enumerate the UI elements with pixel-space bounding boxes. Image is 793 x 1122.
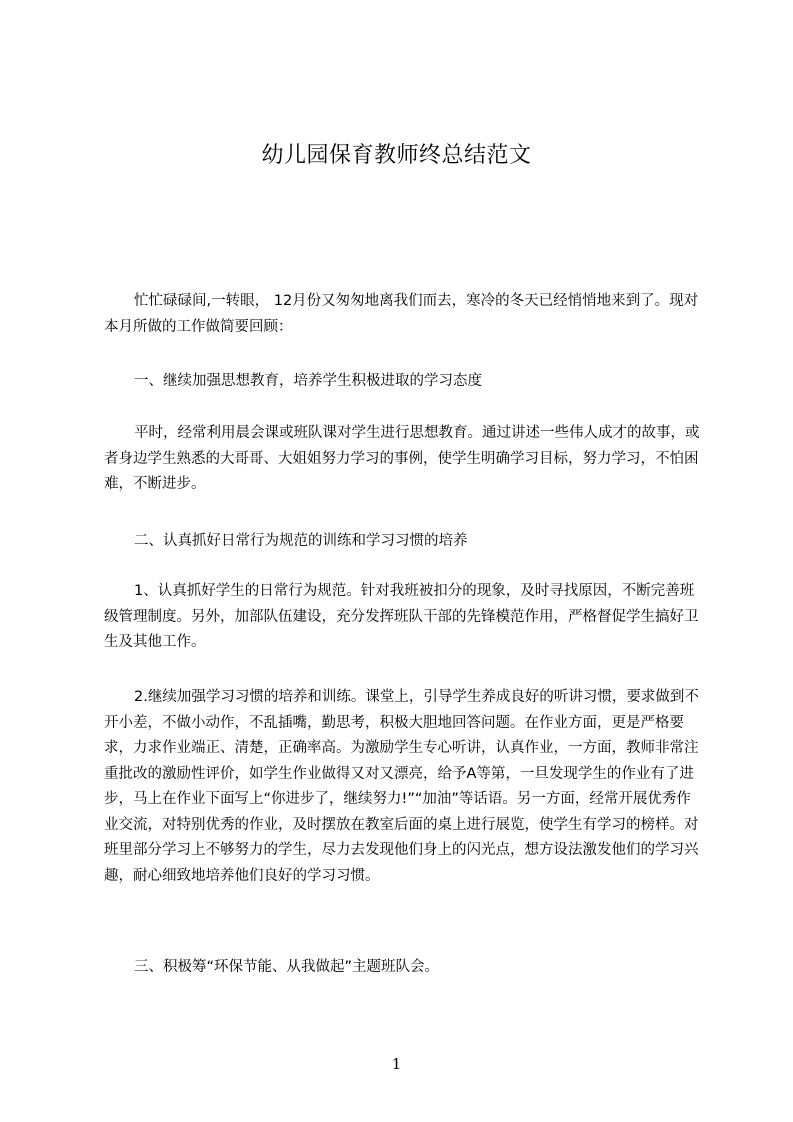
document-title: 幼儿园保育教师终总结范文 — [261, 143, 532, 168]
section-2-heading: 二、认真抓好日常行为规范的训练和学习习惯的培养 — [134, 533, 468, 549]
intro-paragraph: 忙忙碌碌间,一转眼， 12月份又匆匆地离我们而去，寒冷的冬天已经悄悄地来到了。现对本月所做的工作做简要回顾： — [104, 293, 699, 335]
page-number: 1 — [391, 1055, 402, 1073]
section-2-paragraph-2: 2.继续加强学习习惯的培养和训练。课堂上，引导学生养成良好的听讲习惯，要求做到不开小差，不做小动作，不乱插嘴，勤思考，积极大胆地回答问题。在作业方面，更是严格要求，力求作业端正、清楚，正确率高。为激励学生专心听讲，认真作业，一方面，教师非常注重批改的激励性评价，如学生作业做得又对又漂亮，给予A等第，一旦发现学生的作业有了进步，马上在作业下面写上“你进步了，继续努力!”“加油”等话语。另一方面，经常开展优秀作业交流，对特别优秀的作业，及时摆放在教室后面的桌上进行展览，使学生有学习的榜样。对班里部分学习上不够努力的学生，尽力去发现他们身上的闪光点，想方设法激发他们的学习兴趣，耐心细致地培养他们良好的学习习惯。 — [104, 689, 699, 884]
section-3-heading: 三、积极筹“环保节能、从我做起”主题班队会。 — [134, 959, 440, 975]
section-2-paragraph-1: 1、认真抓好学生的日常行为规范。针对我班被扣分的现象，及时寻找原因，不断完善班级管理制度。另外，加部队伍建设，充分发挥班队干部的先锋模范作用，严格督促学生搞好卫生及其他工作。 — [104, 583, 699, 650]
section-1-heading: 一、继续加强思想教育，培养学生积极进取的学习态度 — [134, 373, 482, 389]
section-1-paragraph: 平时，经常利用晨会课或班队课对学生进行思想教育。通过讲述一些伟人成才的故事，或者身边学生熟悉的大哥哥、大姐姐努力学习的事例，使学生明确学习目标，努力学习，不怕困难，不断进步。 — [104, 425, 700, 492]
